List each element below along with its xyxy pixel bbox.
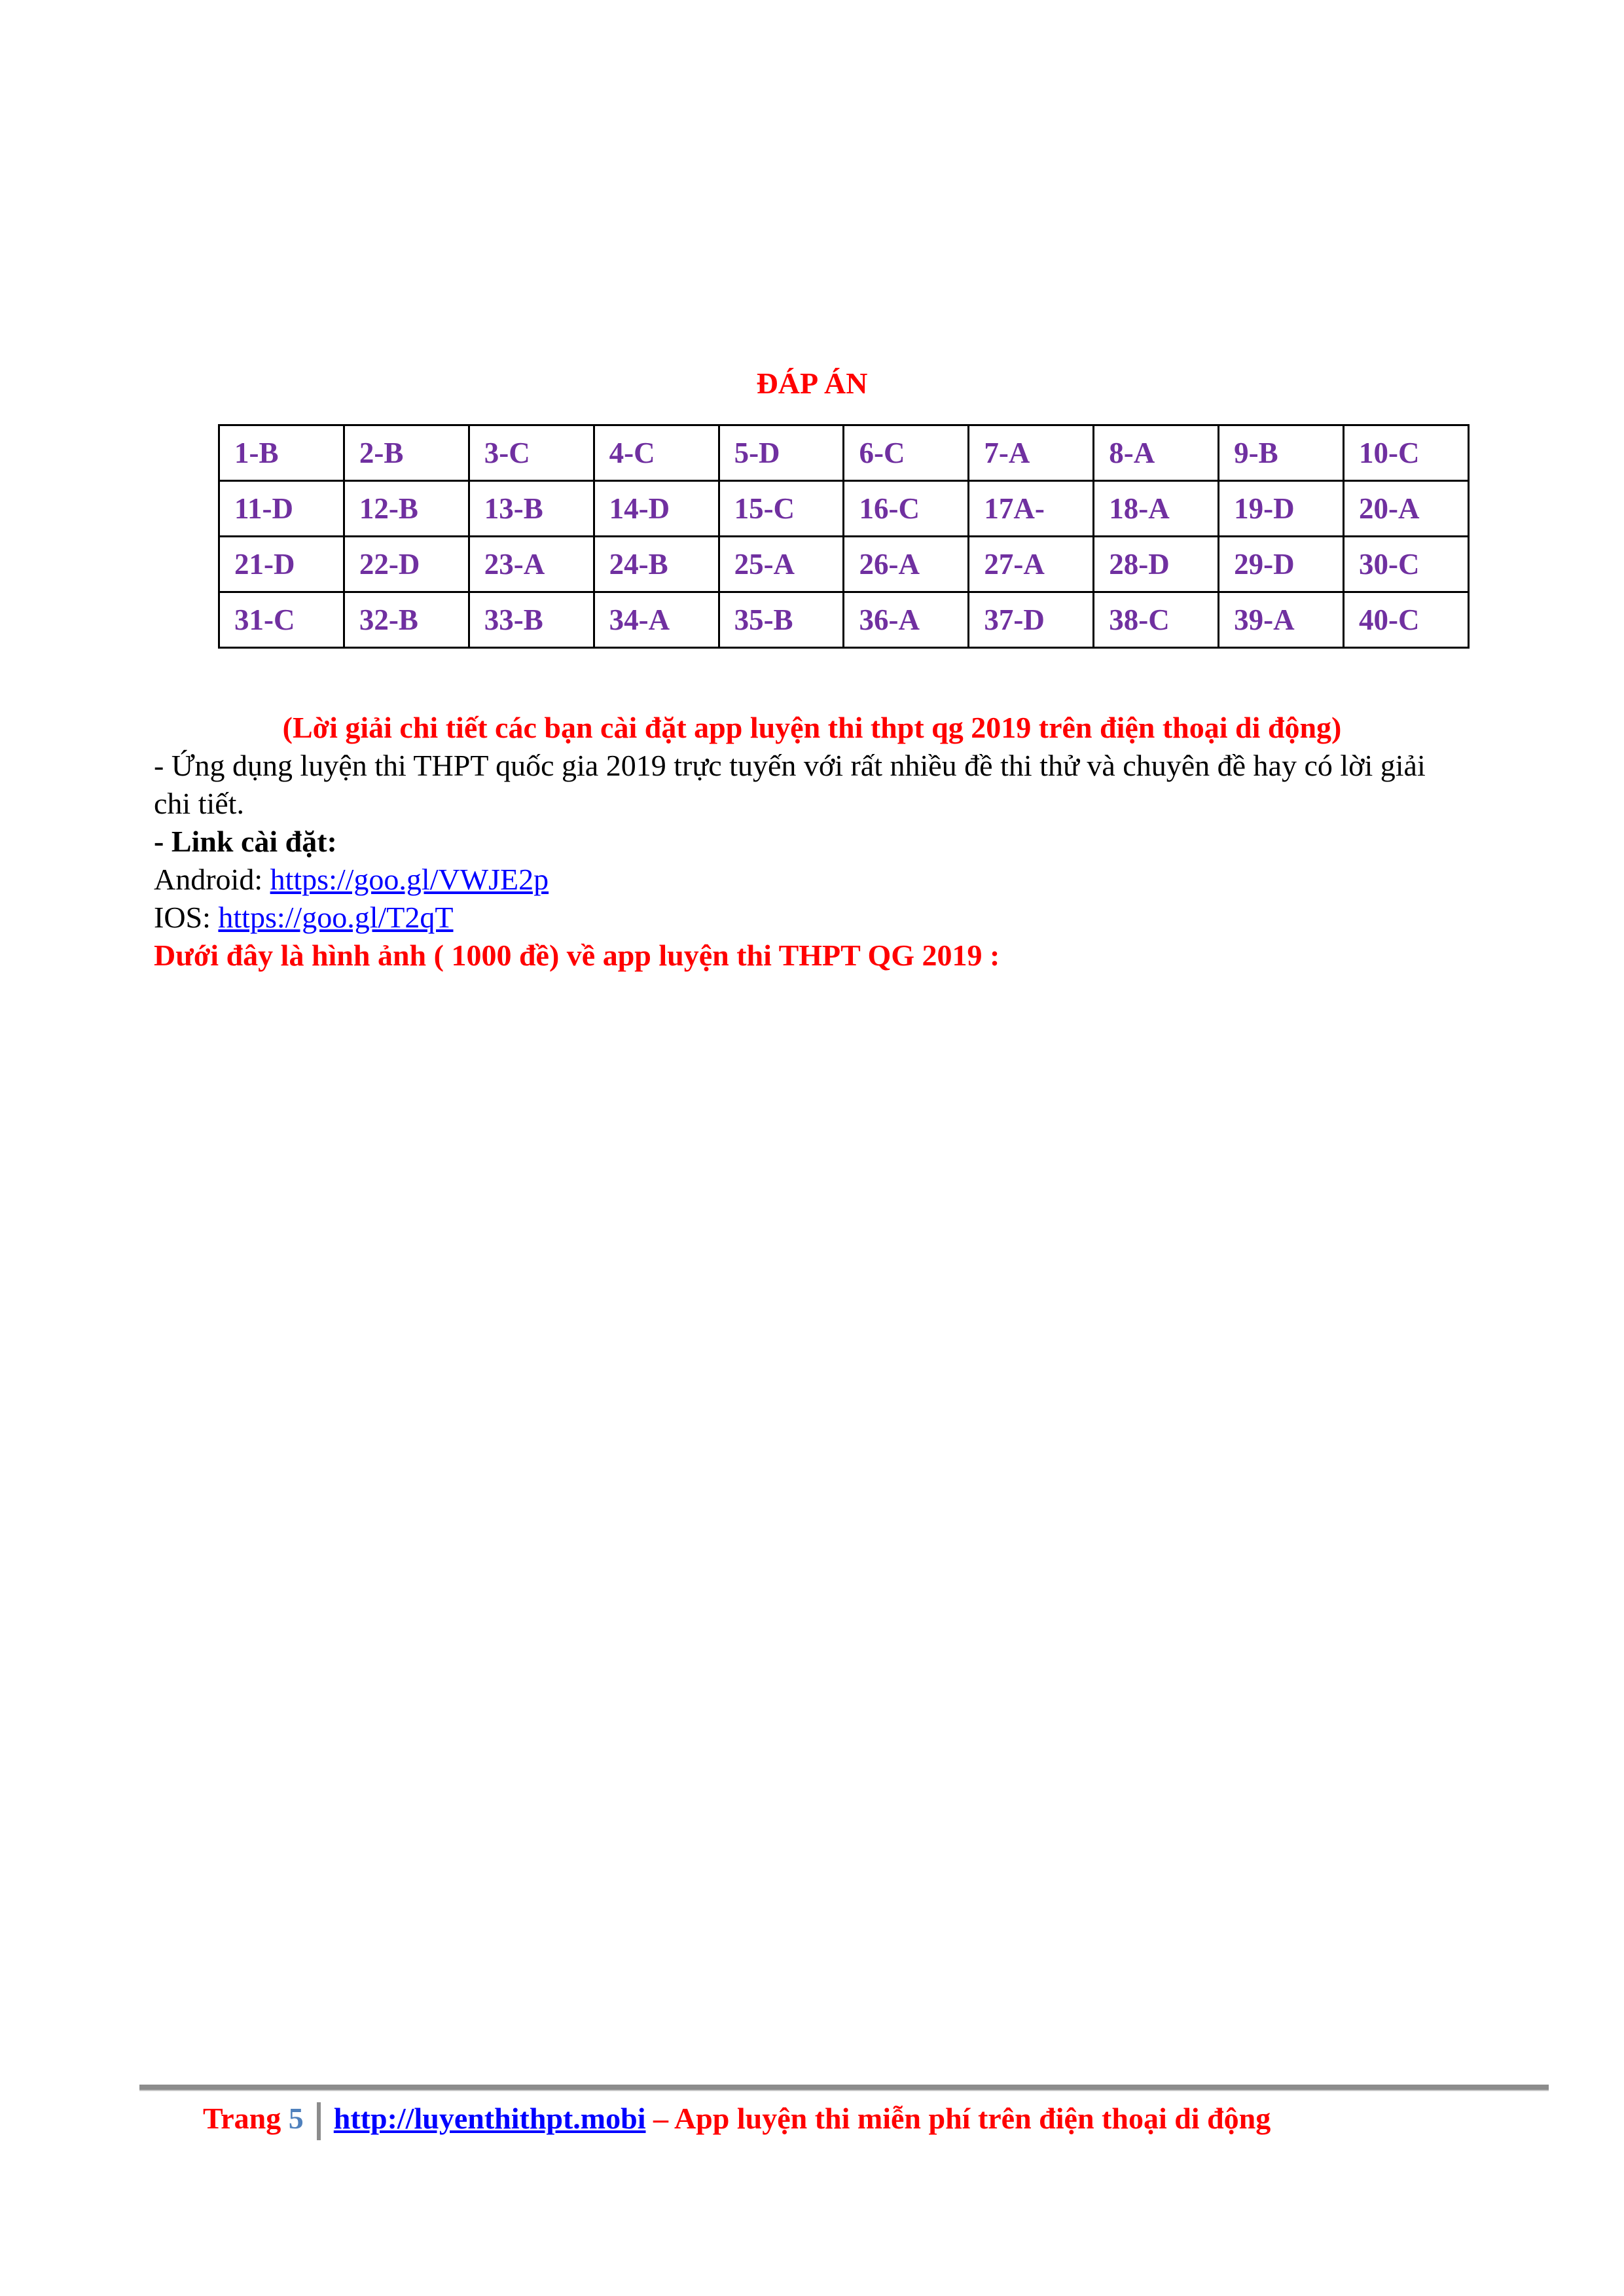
answer-cell: 40-C (1344, 592, 1469, 648)
android-label: Android: (154, 863, 270, 896)
answer-cell: 8-A (1094, 425, 1219, 481)
answer-cell: 25-A (719, 537, 844, 592)
answer-cell: 29-D (1219, 537, 1344, 592)
app-intro-line-2: chi tiết. (154, 787, 244, 820)
answer-cell: 16-C (844, 481, 969, 537)
answer-cell: 34-A (594, 592, 719, 648)
answer-cell: 13-B (469, 481, 594, 537)
footer-separator (317, 2102, 321, 2140)
answer-cell: 22-D (344, 537, 469, 592)
answer-cell: 36-A (844, 592, 969, 648)
ios-label: IOS: (154, 901, 219, 934)
page-footer (203, 2099, 1271, 2140)
android-line (154, 861, 549, 899)
answer-table (218, 424, 1470, 649)
answer-cell: 30-C (1344, 537, 1469, 592)
answer-cell: 33-B (469, 592, 594, 648)
answer-cell: 18-A (1094, 481, 1219, 537)
answer-cell: 35-B (719, 592, 844, 648)
android-link[interactable]: https://goo.gl/VWJE2p (270, 863, 549, 896)
answer-cell: 9-B (1219, 425, 1344, 481)
footer-site-link[interactable]: http://luyenthithpt.mobi (333, 2102, 646, 2135)
answer-cell: 11-D (219, 481, 344, 537)
answer-cell: 28-D (1094, 537, 1219, 592)
answer-cell: 7-A (969, 425, 1094, 481)
table-row (219, 592, 1469, 648)
answer-cell: 32-B (344, 592, 469, 648)
answer-cell: 12-B (344, 481, 469, 537)
answer-cell: 39-A (1219, 592, 1344, 648)
table-row (219, 537, 1469, 592)
answer-cell: 2-B (344, 425, 469, 481)
table-row (219, 481, 1469, 537)
footer-page-label: Trang (203, 2102, 289, 2135)
answer-cell: 5-D (719, 425, 844, 481)
ios-line (154, 899, 453, 937)
app-images-note: Dưới đây là hình ảnh ( 1000 đề) về app luyện thi THPT QG 2019 : (154, 939, 1000, 972)
answer-cell: 3-C (469, 425, 594, 481)
answer-cell: 23-A (469, 537, 594, 592)
answer-cell: 15-C (719, 481, 844, 537)
app-intro-line-1: - Ứng dụng luyện thi THPT quốc gia 2019 trực tuyến với rất nhiều đề thi thử và chuyên đề hay có lời giải (154, 749, 1426, 782)
answer-cell: 24-B (594, 537, 719, 592)
answer-cell: 31-C (219, 592, 344, 648)
footer-page-number: 5 (288, 2102, 304, 2135)
answer-cell: 20-A (1344, 481, 1469, 537)
answer-cell: 1-B (219, 425, 344, 481)
answer-cell: 26-A (844, 537, 969, 592)
answer-cell: 4-C (594, 425, 719, 481)
answer-key-title: ĐÁP ÁN (756, 367, 868, 400)
footer-divider (139, 2085, 1549, 2091)
answer-cell: 10-C (1344, 425, 1469, 481)
answer-cell: 27-A (969, 537, 1094, 592)
answer-cell: 21-D (219, 537, 344, 592)
answer-cell: 14-D (594, 481, 719, 537)
ios-link[interactable]: https://goo.gl/T2qT (218, 901, 454, 934)
solution-note: (Lời giải chi tiết các bạn cài đặt app luyện thi thpt qg 2019 trên điện thoại di động) (282, 711, 1342, 744)
answer-cell: 19-D (1219, 481, 1344, 537)
answer-cell: 17A- (969, 481, 1094, 537)
answer-cell: 37-D (969, 592, 1094, 648)
answer-cell: 38-C (1094, 592, 1219, 648)
footer-tagline: – App luyện thi miễn phí trên điện thoại di động (645, 2102, 1271, 2135)
link-heading: - Link cài đặt: (154, 825, 337, 858)
table-row (219, 425, 1469, 481)
answer-cell: 6-C (844, 425, 969, 481)
